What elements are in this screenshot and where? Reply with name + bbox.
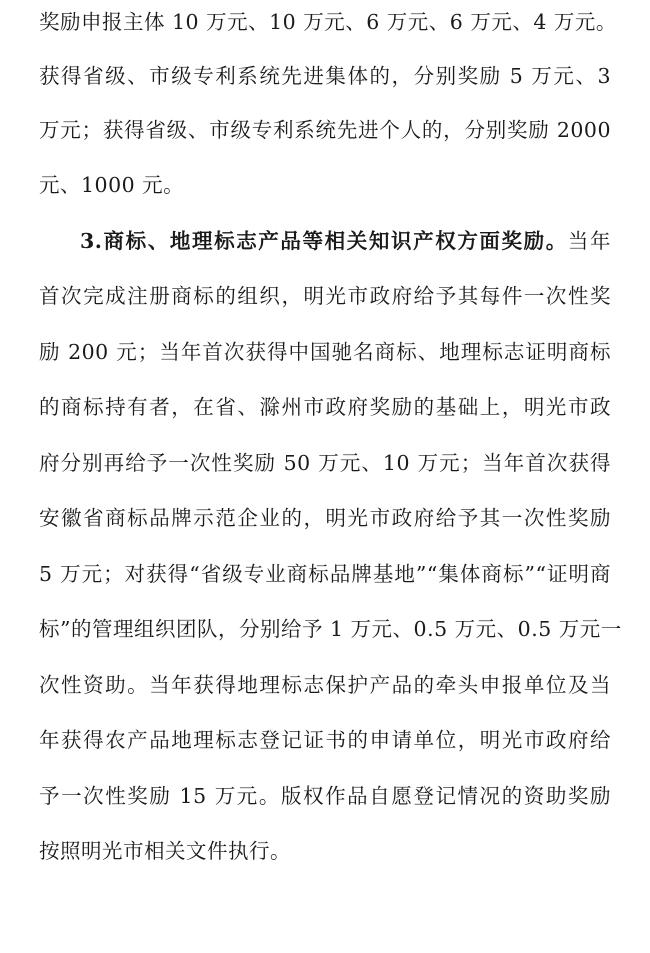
paragraph-line: 府分别再给予一次性奖励 50 万元、10 万元；当年首次获得 <box>39 451 611 475</box>
paragraph-line: 万元；获得省级、市级专利系统先进个人的，分别奖励 2000 <box>39 118 611 142</box>
section-3-heading-line <box>80 226 611 256</box>
paragraph-line: 首次完成注册商标的组织，明光市政府给予其每件一次性奖 <box>39 284 611 308</box>
paragraph-line: 的商标持有者，在省、滁州市政府奖励的基础上，明光市政 <box>39 395 611 419</box>
paragraph-line: 标”的管理组织团队，分别给予 1 万元、0.5 万元、0.5 万元一 <box>39 617 622 641</box>
paragraph-line: 安徽省商标品牌示范企业的，明光市政府给予其一次性奖励 <box>39 506 611 530</box>
section-3-heading-tail: 当年 <box>567 229 612 253</box>
paragraph-line: 奖励申报主体 10 万元、10 万元、6 万元、6 万元、4 万元。 <box>39 10 617 34</box>
section-3-heading: 3.商标、地理标志产品等相关知识产权方面奖励。 <box>80 229 568 253</box>
paragraph-line: 次性资助。当年获得地理标志保护产品的牵头申报单位及当 <box>39 673 611 697</box>
paragraph-line: 按照明光市相关文件执行。 <box>39 839 291 863</box>
paragraph-line: 励 200 元；当年首次获得中国驰名商标、地理标志证明商标 <box>39 340 611 364</box>
paragraph-line: 元、1000 元。 <box>39 173 185 197</box>
paragraph-line: 获得省级、市级专利系统先进集体的，分别奖励 5 万元、3 <box>39 64 611 88</box>
paragraph-line: 5 万元；对获得“省级专业商标品牌基地”“集体商标”“证明商 <box>39 562 611 586</box>
paragraph-line: 年获得农产品地理标志登记证书的申请单位，明光市政府给 <box>39 728 611 752</box>
paragraph-line: 予一次性奖励 15 万元。版权作品自愿登记情况的资助奖励 <box>39 784 611 808</box>
